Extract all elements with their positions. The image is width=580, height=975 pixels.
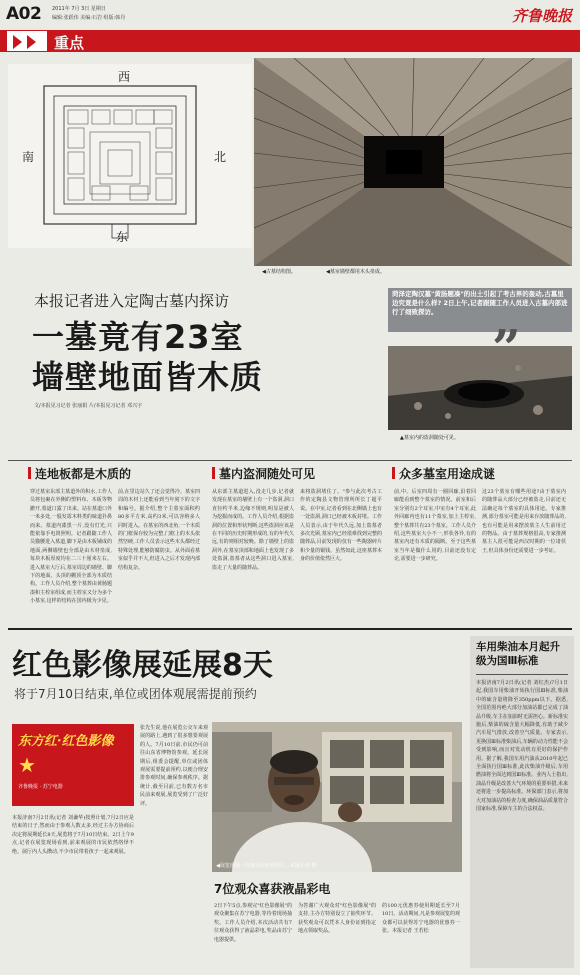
exhibition-logo-sub: 齐鲁晚报 · 苏宁电器 [18,784,63,790]
body-col-2: 前,在里边站久了还会觉得冷。墓室四周的木材上还能看到当年刻下的文字和编号。据介绍,整个主墓室面积约80多平方米,高约3米,可以容纳多人同时进入。在墓室的西北角,一个木质的门框保存较为完整,门框上的木头依然坚硬,工作人员表示这些木头都经过特殊处理,能够防腐防虫。从外面看墓室似乎并不大,但进入之后才发现内部结构复杂。 [118,489,200,571]
body-col-6: 这23个墓室有哪些用途?由于墓室内的随葬品大部分已经被盗走,目前还无法确定每个墓室的具体用途。专家推测,部分墓室可能是用来存放随葬品的,也有可能是用来摆放墓主人生前用过的物品。由于墓葬规格很高,专家推测墓主人很可能是西汉时期的一位诸侯王,但具体身份还需要进一步考证。 [482,489,566,554]
corridor-photo-svg [254,58,572,266]
section-marker [6,30,48,52]
header-editors: 编辑:张跃伟 美编:石岩 组版:韩丹 [52,15,126,21]
exhibition-logo-text: 东方红·红色影像 [18,734,114,749]
section-title: 重点 [54,34,85,52]
visitor-photo-svg [212,722,462,872]
body-col-5: 前,中、后室四周有一圈回廊,沿着回廊能看到整个墓室的情况。前室和后室分别有2个耳室,中室有4个耳室,此外回廊内也有11个墓室,加上主椁室,整个墓葬共有23个墓室。工作人员介绍,这些墓室大小不一,形状各异,有的墓室内还有木质的隔断。至于这些墓室当年是做什么用的,目前还没有定论,需要进一步研究。 [394,489,476,563]
bottom-subheadline: 将于7月10日结束,单位或团体观展需提前预约 [14,687,257,701]
bottom-col-3: 2日下午5点,参观完"红色影像展"的观众聚集在苏宁电器,等待着现场抽奖。工作人员介绍,本次活动共有7位观众获得了液晶彩电,奖品由苏宁电器提供。 [214,903,292,943]
compass-east: 东 [116,230,129,244]
bottom-subhead: 7位观众喜获液晶彩电 [214,882,331,896]
headline-line1: 一墓竟有23室 [32,318,244,356]
kicker: 本报记者进入定陶古墓内探访 [34,292,230,310]
bottom-col-1: 本报济南7月2日讯(记者 刘谦华)按照计划,7月2日应是结束的日子,然而由于参观人数太多,经过主办方协商后决定将展期延长8天,展览将于7月10日结束。2日上午9点,记者在展览现场看到,前来观展的市民依然络绎不绝。展厅内人头攒动,不少市民带着孩子一起来观展。 [12,815,134,855]
subhead-3-text: 众多墓室用途成谜 [399,467,496,481]
story-divider [8,628,572,630]
subhead-bar [8,460,572,461]
page-header [0,0,580,30]
side-caption: ▲墓室内的盗洞随处可见。 [400,435,459,441]
body-col-3: 从东部主墓道进入,没走几步,记者就发现在墓室的墙壁上有一个盗洞,洞口直径约半米,边缘不规则,明显是被人为挖掘而成的。工作人员介绍,根据盗洞的位置和形状判断,这些盗洞应该是在不同的历史时期形成的,有的年代久远,有的则相对较晚。除了墙壁上的盗洞外,在墓室顶部和地面上也发现了多处盗洞,盗墓者从这些洞口进入墓室,盗走了大量的随葬品。 [212,489,294,571]
page-code: A02 [6,4,42,24]
bottom-headline: 红色影像展延展8天 [12,648,273,683]
sidebar-rule [476,674,568,675]
subhead-2-marker [212,467,215,479]
subhead-2-text: 墓内盗洞随处可见 [219,467,316,481]
bottom-col-5: 的100元优惠券使用期延长至7月10日。活动期间,凡是参观展览的观众都可以获得苏宁电器的优惠券一张。本报记者 王若松 [382,903,460,935]
visitor-photo [212,722,462,872]
exhibition-star-icon: ★ [18,753,36,777]
body-col-1: 穿过墓室东部主墓道外的积水,工作人员将包裹在外侧的塑料布、木板等物撤开,墓道口露了出来。站在墓道口外一米多处,一股发霉木料类的味道扑鼻而来。墓道内漆黑一片,没有灯光,只能依靠手电筒照明。记者跟随工作人员猫腰进入墓道,脚下是由木板铺成的地面,两侧墙壁也全部是由木材垒成,每块木板厚度均在二三十厘米左右。进入墓室大厅后,墓室周边的墙壁、脚下的地面、头顶的棚顶全部为木质结构。工作人员介绍,整个墓葬由黄肠题凑和主椁室组成,而主椁室又分为多个小墓室,这样的结构在国内极为少见。 [30,489,112,605]
sidebar-box [470,636,574,968]
compass-north: 北 [214,150,227,164]
subhead-2 [212,465,315,482]
headline-line2: 墙壁地面皆木质 [32,358,264,396]
header-date: 2011年 7月 3日 星期日 [52,6,106,12]
subhead-1-marker [28,467,31,479]
subhead-1-text: 连地板都是木质的 [35,467,132,481]
compass-south: 南 [22,150,35,164]
tomb-diagram [8,64,252,248]
deck-text: 菏泽定陶汉墓"黄肠题凑"的出土引起了考古界的轰动,古墓里边究竟是什么样? 2日上午,记者跟随工作人员进入古墓内部进行了细致探访。 [392,290,568,316]
sidebar-body: 本报济南7月2日讯(记者 刘红杰)7月1日起,我国车用柴油开始执行国Ⅲ标准,柴油中的硫含量将降至350ppm以下。据悉,全国范围内绝大部分加油站都已完成了油品升级,车主在加油时无需担心。新标准实施后,柴油的硫含量大幅降低,有助于减少汽车尾气排放,改善空气质量。专家表示,更换国Ⅲ标准柴油后,车辆的动力性能不会受到影响,而且对发动机有更好的保护作用。据了解,我国车用汽油从2010年起已全面执行国Ⅲ标准,此次柴油升级后,车用燃油将全面达到国Ⅲ标准。业内人士指出,油品升级是改善大气环境的重要举措,未来还将进一步提高标准。环保部门表示,将加大对加油站的检查力度,确保油品质量符合国家标准,保障车主的合法权益。 [476,680,568,813]
hole-photo [388,346,572,430]
deck-box [388,288,572,332]
bottom-col-2: 张先生说,他在展览公交车来观展的路上,遇到了很多想要观展的人。7月10日前,市民仍可前往山东省博物馆参观。延长展期后,组委会提醒,单位或团体观展需要提前预约,以便合理安排参观时间,确保参观秩序。据统计,截至目前,已有数万名市民前来观展,展览受到了广泛好评。 [140,725,208,807]
hole-photo-svg [388,346,572,430]
byline: 文/本报见习记者 张丽娟 片/本报见习记者 邓兴宇 [34,403,143,409]
body-col-4: 来将盗洞堵住了。"参与此次考古工作的定陶县文物管理所所长丁超平说。在中室,记者看到在北侧墙上也有一处盗洞,洞口已经被木板封堵。工作人员表示,由于年代久远,加上盗墓者多次光顾,墓室内已经很难找到完整的随葬品,目前发现的仅有一些陶器碎片和少量的铜钱。虽然如此,这座墓葬本身的价值依然巨大。 [300,489,382,563]
compass-west: 西 [118,70,131,84]
photo-caption: ◀展览现场一位观众在欣赏照片。本报记者 摄 [216,863,317,869]
subhead-3-marker [392,467,395,479]
bottom-col-4: 为答谢广大观众对"红色影像展"的支持,主办方特别设立了抽奖环节。获奖观众可以凭本人身份证到指定地点领取奖品。 [298,903,376,935]
caption-diagram: ◀古墓结构图。 [262,269,296,275]
exhibition-logo [12,724,134,806]
brand-logo: 齐鲁晚报 [511,7,572,25]
header-red-bar [0,30,580,52]
subhead-1 [28,465,131,482]
corridor-photo [254,58,572,266]
subhead-3 [392,465,495,482]
sidebar-title: 车用柴油本月起升级为国Ⅲ标准 [476,641,560,667]
caption-photo: ◀墓室墙壁都用木头垒成。 [326,269,385,275]
